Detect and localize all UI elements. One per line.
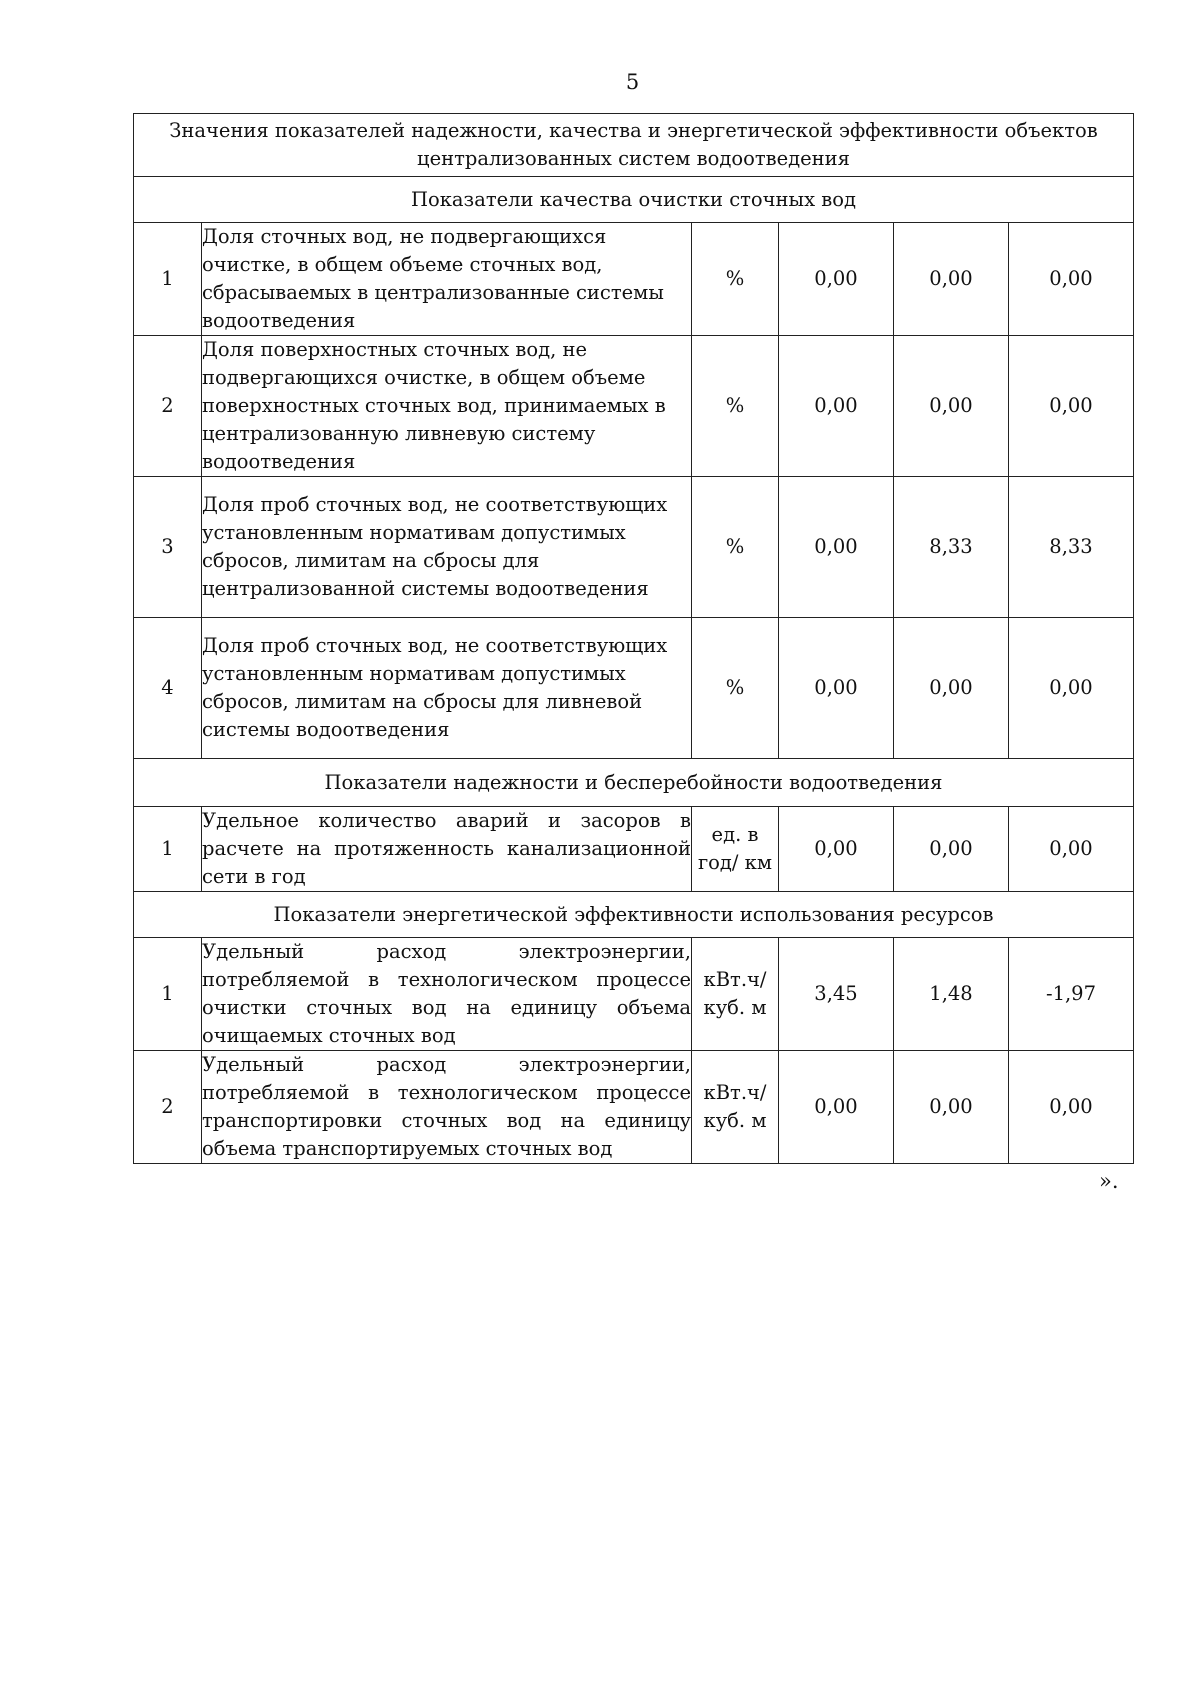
indicators-table <box>133 113 1134 1164</box>
unit-cell: % <box>692 618 779 759</box>
indicator-name: Доля проб сточных вод, не соответствующих установленным нормативам допустимых сбросов, лимитам на сбросы для централизованной системы водоотведения <box>202 477 692 618</box>
indicator-name <box>202 1051 692 1164</box>
table-row <box>134 618 1134 759</box>
page-number: 5 <box>625 70 640 94</box>
row-number: 1 <box>134 938 202 1051</box>
value-cell-2: 0,00 <box>894 336 1009 477</box>
indicator-name: Доля сточных вод, не подвергающихся очистке, в общем объеме сточных вод, сбрасываемых в централизованные системы водоотведения <box>202 223 692 336</box>
unit-cell: кВт.ч/ куб. м <box>692 938 779 1051</box>
row-number: 4 <box>134 618 202 759</box>
section-header-row <box>134 892 1134 938</box>
indicator-text-main: Удельный расход электроэнергии, потребляемой в технологическом процессе очистки сточных вод на единицу объема <box>202 940 691 1019</box>
indicator-text-last: объема транспортируемых сточных вод <box>202 1137 613 1160</box>
value-cell-2: 0,00 <box>894 807 1009 892</box>
value-cell-3: 0,00 <box>1009 1051 1134 1164</box>
value-cell-2: 1,48 <box>894 938 1009 1051</box>
value-cell-3: 0,00 <box>1009 336 1134 477</box>
unit-cell: % <box>692 336 779 477</box>
row-number: 3 <box>134 477 202 618</box>
value-cell-3: 0,00 <box>1009 807 1134 892</box>
value-cell-2: 8,33 <box>894 477 1009 618</box>
row-number: 1 <box>134 223 202 336</box>
unit-cell: ед. в год/ км <box>692 807 779 892</box>
section-header-row <box>134 177 1134 223</box>
section-title-quality: Показатели качества очистки сточных вод <box>134 177 1134 223</box>
section-header-row <box>134 759 1134 807</box>
indicator-text-last: очищаемых сточных вод <box>202 1024 456 1047</box>
indicator-name: Доля проб сточных вод, не соответствующих установленным нормативам допустимых сбросов, лимитам на сбросы для ливневой системы водоотведения <box>202 618 692 759</box>
value-cell-3: 0,00 <box>1009 618 1134 759</box>
value-cell-3: -1,97 <box>1009 938 1134 1051</box>
value-cell-1: 0,00 <box>779 223 894 336</box>
indicator-text-main: Удельный расход электроэнергии, потребляемой в технологическом процессе транспортировки сточных вод на единицу <box>202 1053 691 1132</box>
value-cell-1: 0,00 <box>779 807 894 892</box>
indicator-name <box>202 807 692 892</box>
value-cell-1: 0,00 <box>779 336 894 477</box>
table-row <box>134 938 1134 1051</box>
row-number: 1 <box>134 807 202 892</box>
row-number: 2 <box>134 336 202 477</box>
value-cell-2: 0,00 <box>894 1051 1009 1164</box>
value-cell-1: 0,00 <box>779 618 894 759</box>
row-number: 2 <box>134 1051 202 1164</box>
unit-cell: % <box>692 477 779 618</box>
indicator-text-last: сети в год <box>202 865 306 888</box>
table-header-row <box>134 114 1134 177</box>
table-row <box>134 1051 1134 1164</box>
table-row <box>134 336 1134 477</box>
value-cell-1: 0,00 <box>779 477 894 618</box>
table-title: Значения показателей надежности, качества и энергетической эффективности объектов централизованных систем водоотведения <box>134 114 1134 177</box>
indicator-name: Доля поверхностных сточных вод, не подвергающихся очистке, в общем объеме поверхностных сточных вод, принимаемых в централизованную ливневую систему водоотведения <box>202 336 692 477</box>
value-cell-3: 8,33 <box>1009 477 1134 618</box>
indicator-name <box>202 938 692 1051</box>
closing-quote-mark: ». <box>1099 1169 1119 1193</box>
table-row <box>134 807 1134 892</box>
table-row <box>134 223 1134 336</box>
value-cell-1: 0,00 <box>779 1051 894 1164</box>
section-title-energy: Показатели энергетической эффективности использования ресурсов <box>134 892 1134 938</box>
section-title-reliability: Показатели надежности и бесперебойности водоотведения <box>134 759 1134 807</box>
value-cell-3: 0,00 <box>1009 223 1134 336</box>
value-cell-2: 0,00 <box>894 223 1009 336</box>
indicator-text-main: Удельное количество аварий и засоров в расчете на протяженность канализационной <box>202 809 691 860</box>
table-row <box>134 477 1134 618</box>
value-cell-1: 3,45 <box>779 938 894 1051</box>
unit-cell: кВт.ч/ куб. м <box>692 1051 779 1164</box>
unit-cell: % <box>692 223 779 336</box>
value-cell-2: 0,00 <box>894 618 1009 759</box>
